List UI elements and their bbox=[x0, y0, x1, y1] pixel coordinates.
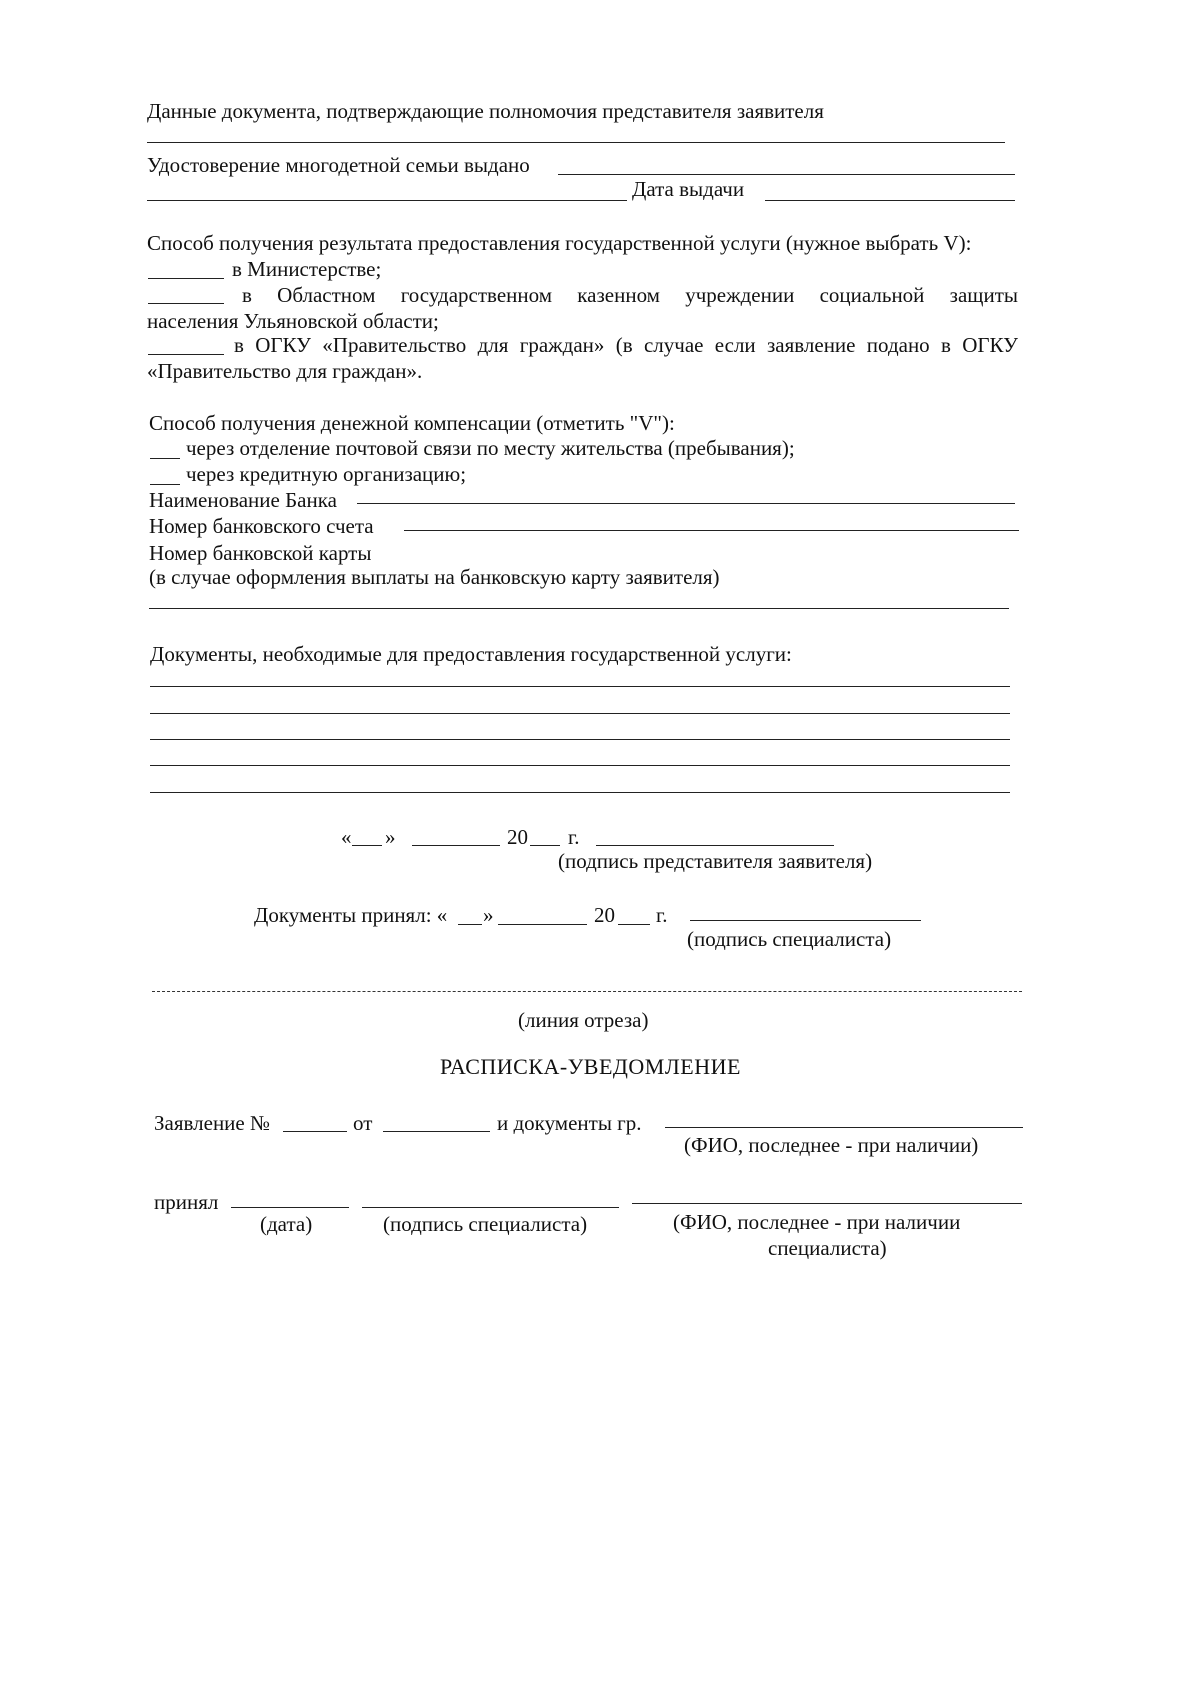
accepted-year-field[interactable] bbox=[618, 924, 650, 925]
rep-date-month-field[interactable] bbox=[412, 845, 500, 846]
accepted-label: Документы принял: « bbox=[254, 903, 448, 927]
receipt-application-label: Заявление № bbox=[154, 1111, 271, 1135]
issue-date-label: Дата выдачи bbox=[632, 177, 745, 201]
compensation-method-title: Способ получения денежной компенсации (отметить "V"): bbox=[149, 411, 675, 435]
cut-line-caption: (линия отреза) bbox=[518, 1008, 649, 1032]
documents-line-4[interactable] bbox=[150, 765, 1010, 766]
bank-name-label: Наименование Банка bbox=[149, 488, 337, 512]
rep-date-year-field[interactable] bbox=[530, 845, 560, 846]
result-option-government-checkbox[interactable] bbox=[148, 354, 224, 355]
compensation-option-credit: через кредитную организацию; bbox=[186, 462, 467, 486]
receipt-accepted-date-field[interactable] bbox=[231, 1207, 349, 1208]
result-option-government-cont: «Правительство для граждан». bbox=[147, 359, 423, 383]
bank-card-label: Номер банковской карты bbox=[149, 541, 372, 565]
issue-date-field[interactable] bbox=[765, 200, 1015, 201]
receipt-specialist-fio-caption-1: (ФИО, последнее - при наличии bbox=[673, 1210, 961, 1234]
receipt-specialist-fio-field[interactable] bbox=[632, 1203, 1022, 1204]
bank-account-field[interactable] bbox=[404, 530, 1019, 531]
documents-line-5[interactable] bbox=[150, 792, 1010, 793]
rep-date-year-prefix: 20 bbox=[507, 825, 528, 849]
documents-line-3[interactable] bbox=[150, 739, 1010, 740]
accepted-year-suffix: г. bbox=[656, 903, 668, 927]
accepted-year-prefix: 20 bbox=[594, 903, 615, 927]
rep-signature-caption: (подпись представителя заявителя) bbox=[558, 849, 873, 873]
receipt-applicant-fio-field[interactable] bbox=[665, 1127, 1023, 1128]
bank-card-note: (в случае оформления выплаты на банковскую карту заявителя) bbox=[149, 565, 720, 589]
result-option-ogku-social-cont: населения Ульяновской области; bbox=[147, 309, 439, 333]
receipt-signature-caption: (подпись специалиста) bbox=[383, 1212, 588, 1236]
receipt-date-caption: (дата) bbox=[260, 1212, 313, 1236]
representative-doc-field[interactable] bbox=[147, 142, 1005, 143]
representative-doc-label: Данные документа, подтверждающие полномочия представителя заявителя bbox=[147, 99, 824, 123]
receipt-docs-label: и документы гр. bbox=[497, 1111, 642, 1135]
documents-title: Документы, необходимые для предоставления государственной услуги: bbox=[150, 642, 792, 666]
bank-card-field[interactable] bbox=[149, 608, 1009, 609]
result-option-ministry-checkbox[interactable] bbox=[148, 278, 224, 279]
receipt-from-label: от bbox=[353, 1111, 373, 1135]
rep-date-day-field[interactable] bbox=[352, 845, 382, 846]
bank-account-label: Номер банковского счета bbox=[149, 514, 374, 538]
receipt-accepted-label: принял bbox=[154, 1190, 219, 1214]
receipt-application-date-field[interactable] bbox=[383, 1131, 490, 1132]
rep-date-year-suffix: г. bbox=[568, 825, 580, 849]
receipt-title: РАСПИСКА-УВЕДОМЛЕНИЕ bbox=[440, 1054, 741, 1079]
receipt-application-number-field[interactable] bbox=[283, 1131, 347, 1132]
receipt-fio-caption: (ФИО, последнее - при наличии) bbox=[684, 1133, 979, 1157]
result-option-ministry: в Министерстве; bbox=[232, 257, 382, 281]
receipt-specialist-signature-field[interactable] bbox=[362, 1207, 619, 1208]
accepted-quote-close: » bbox=[483, 903, 494, 927]
receipt-specialist-fio-caption-2: специалиста) bbox=[768, 1236, 887, 1260]
accepted-month-field[interactable] bbox=[498, 924, 587, 925]
compensation-option-post-checkbox[interactable] bbox=[150, 458, 180, 459]
result-option-ogku-social: в Областном государственном казенном учреждении социальной защиты bbox=[242, 283, 1018, 307]
family-certificate-label: Удостоверение многодетной семьи выдано bbox=[147, 153, 530, 177]
family-certificate-issuer-field[interactable] bbox=[558, 174, 1015, 175]
bank-name-field[interactable] bbox=[357, 503, 1015, 504]
result-option-government: в ОГКУ «Правительство для граждан» (в случае если заявление подано в ОГКУ bbox=[234, 333, 1018, 357]
documents-line-1[interactable] bbox=[150, 686, 1010, 687]
rep-signature-field[interactable] bbox=[596, 845, 834, 846]
family-certificate-issuer-field-2[interactable] bbox=[147, 200, 627, 201]
result-option-ogku-social-checkbox[interactable] bbox=[148, 303, 224, 304]
accepted-day-field[interactable] bbox=[458, 924, 482, 925]
compensation-option-post: через отделение почтовой связи по месту жительства (пребывания); bbox=[186, 436, 795, 460]
rep-date-quote-close: » bbox=[385, 825, 396, 849]
compensation-option-credit-checkbox[interactable] bbox=[150, 484, 180, 485]
cut-line bbox=[152, 991, 1022, 992]
result-method-title: Способ получения результата предоставления государственной услуги (нужное выбрать V): bbox=[147, 231, 972, 255]
accepted-signature-caption: (подпись специалиста) bbox=[687, 927, 892, 951]
documents-line-2[interactable] bbox=[150, 713, 1010, 714]
rep-date-quote-open: « bbox=[341, 825, 352, 849]
accepted-signature-field[interactable] bbox=[690, 920, 921, 921]
